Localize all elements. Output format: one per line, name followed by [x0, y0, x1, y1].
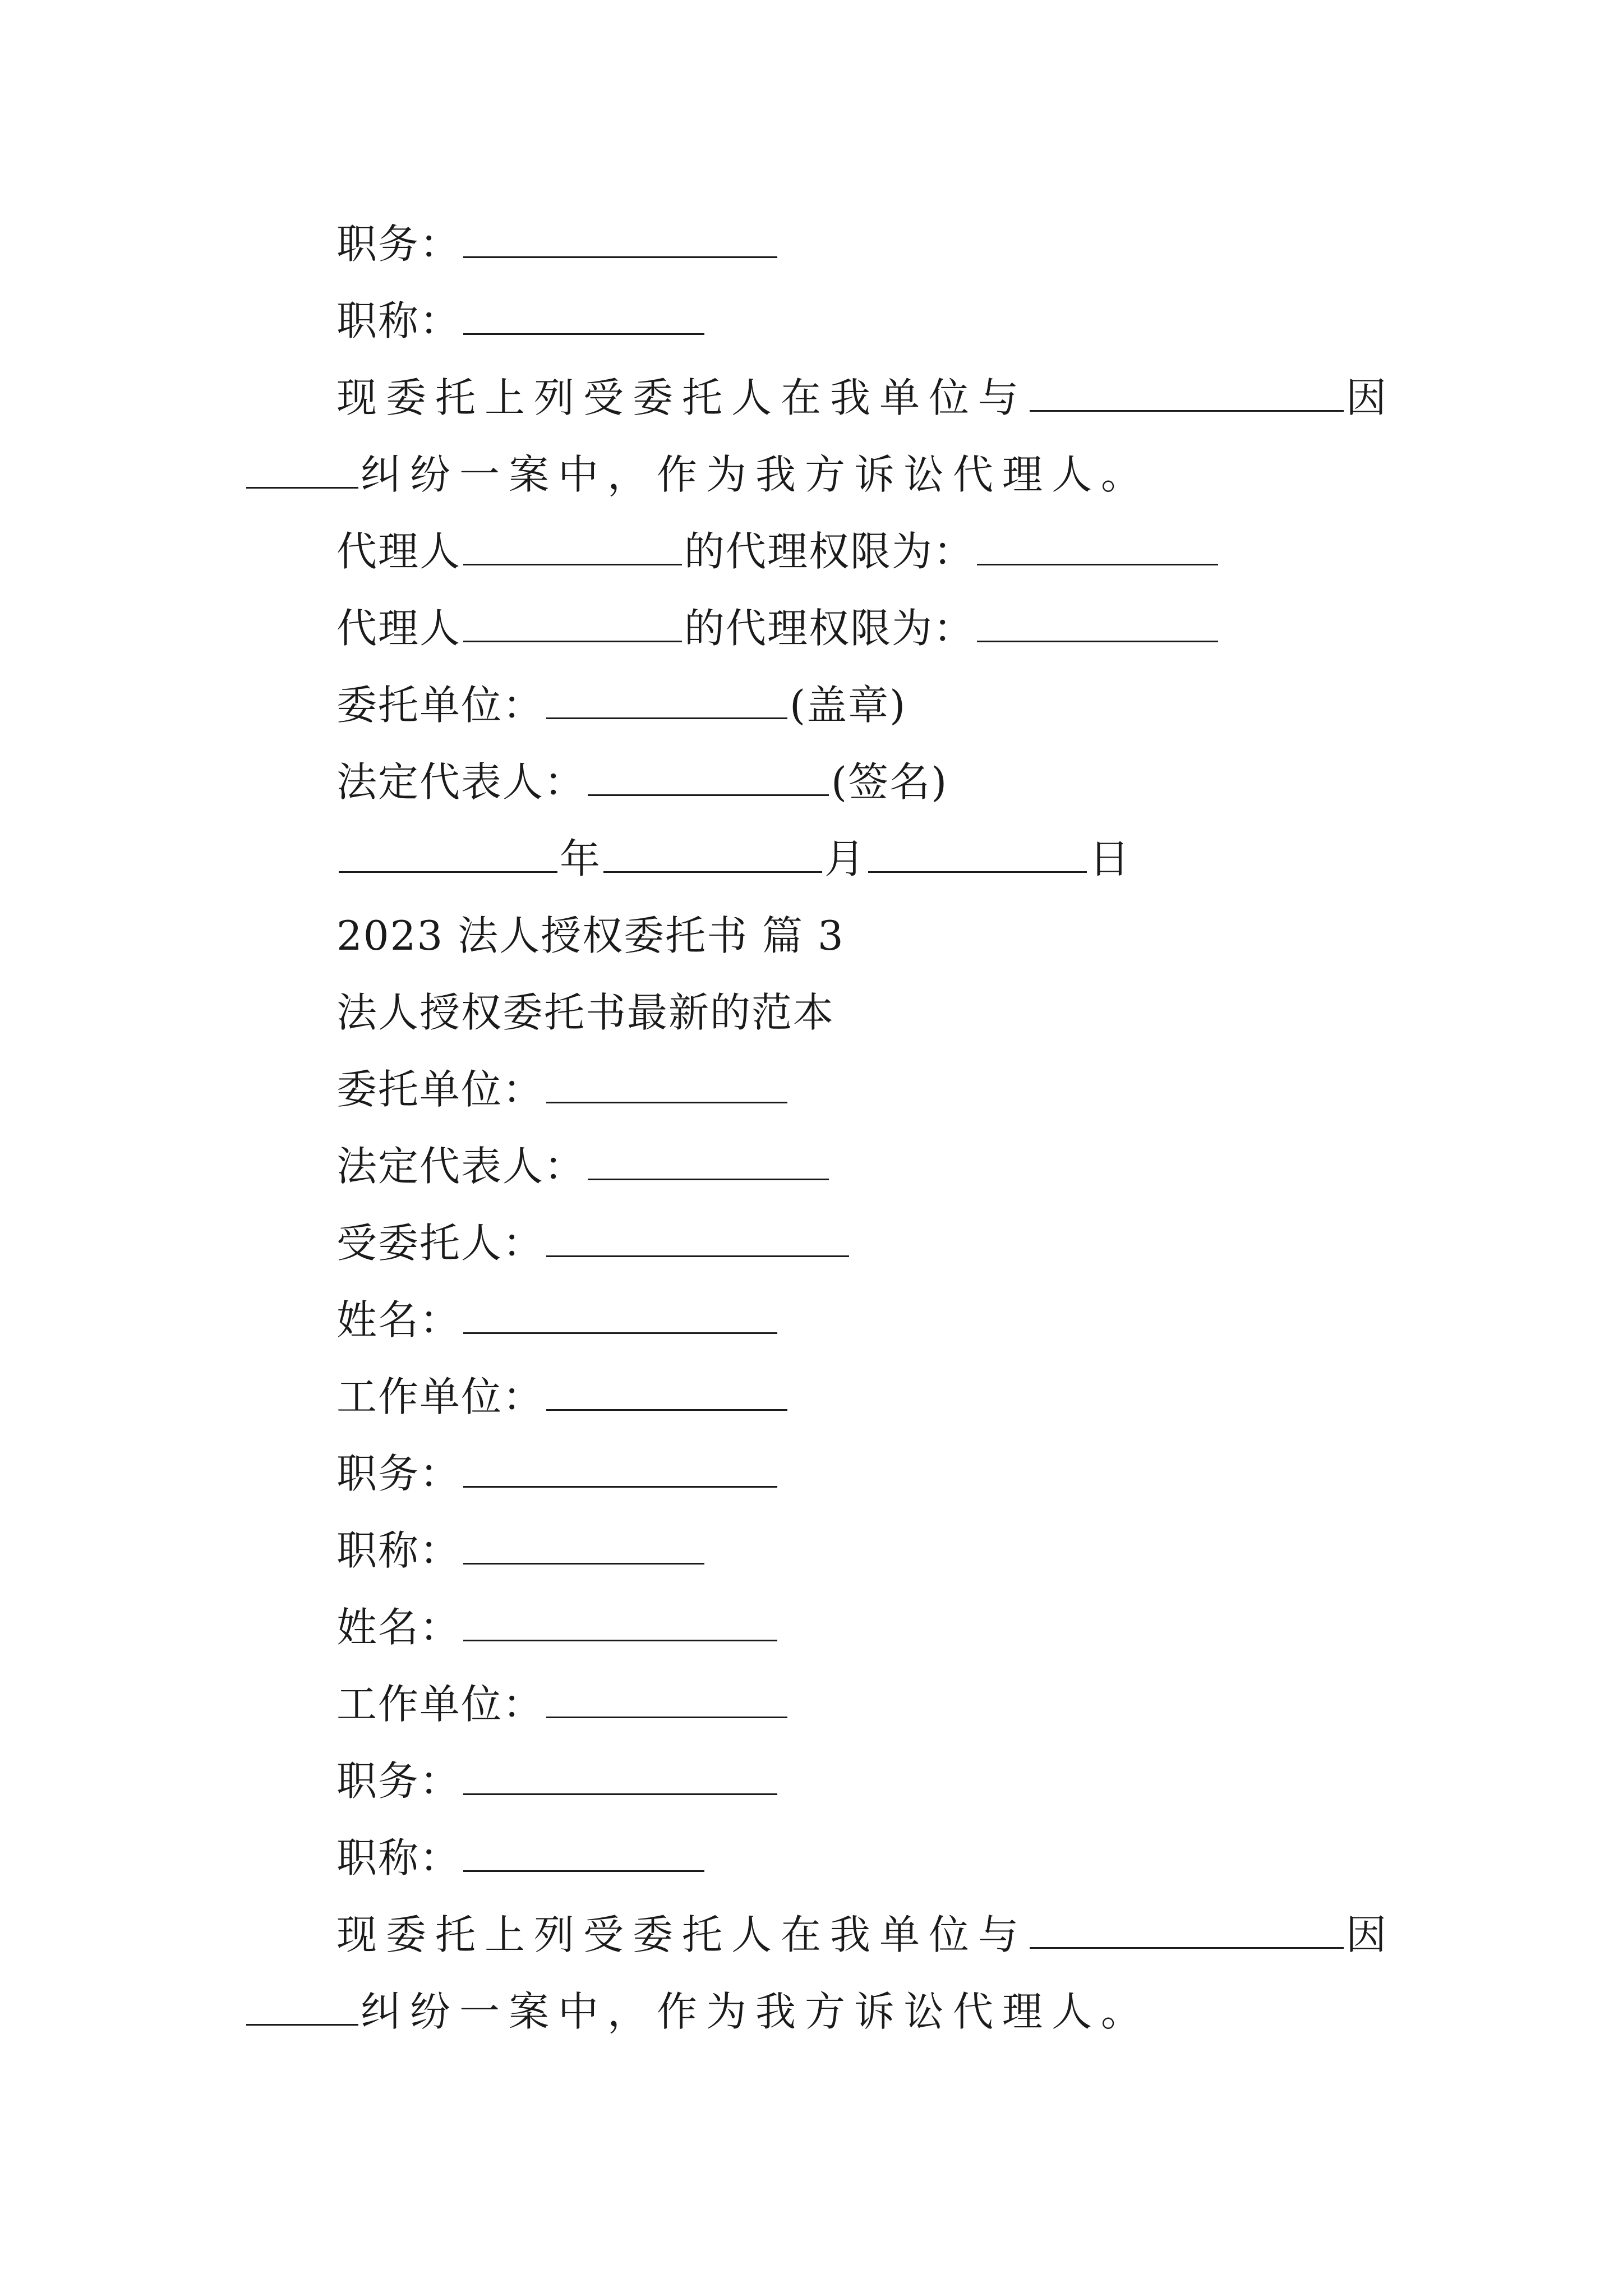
title-label: 职称：	[336, 1527, 462, 1574]
position-label: 职务：	[336, 1757, 462, 1805]
template-heading	[336, 987, 834, 1038]
counterparty-blank[interactable]	[1030, 1911, 1344, 1949]
section-heading-text: 2023 法人授权委托书 篇 3	[336, 912, 845, 959]
agent-authority-line-2	[336, 603, 1220, 654]
agent-label: 代理人	[336, 605, 462, 652]
name-line-1	[336, 1295, 780, 1345]
dispute-cause-blank[interactable]	[246, 1988, 358, 2026]
position-label: 职务：	[336, 220, 462, 268]
trustee-blank[interactable]	[546, 1220, 849, 1257]
title-line-2	[336, 1833, 707, 1883]
name-blank[interactable]	[463, 1296, 777, 1334]
entrusting-unit-blank[interactable]	[546, 1066, 787, 1103]
authority-label: 的代理权限为：	[684, 528, 975, 575]
entrust-statement-line	[336, 372, 1395, 423]
section-heading	[336, 910, 845, 961]
work-unit-label: 工作单位：	[336, 1681, 545, 1728]
entrusting-unit-label: 委托单位：	[336, 682, 545, 729]
position-blank[interactable]	[463, 1450, 777, 1488]
dispute-text: 纠纷一案中，作为我方诉讼代理人。	[361, 1988, 1151, 2035]
seal-note: (盖章)	[790, 682, 907, 729]
title-line	[336, 296, 707, 346]
legal-rep-blank[interactable]	[588, 1143, 829, 1180]
title-blank[interactable]	[463, 1527, 704, 1565]
title-label: 职称：	[336, 1834, 462, 1881]
month-blank[interactable]	[603, 835, 822, 873]
entrusting-unit-seal-line	[336, 680, 906, 730]
year-label: 年	[560, 835, 602, 882]
year-blank[interactable]	[339, 835, 557, 873]
position-line-1	[336, 1448, 780, 1499]
entrusting-unit-line	[336, 1064, 790, 1115]
agent-name-blank[interactable]	[463, 605, 682, 642]
authority-blank[interactable]	[977, 605, 1218, 642]
agent-authority-line-1	[336, 526, 1220, 577]
entrusting-unit-blank[interactable]	[546, 682, 787, 719]
title-blank[interactable]	[463, 1834, 704, 1872]
day-blank[interactable]	[868, 835, 1087, 873]
dispute-line-2	[244, 1986, 1150, 2037]
legal-rep-signature-line	[336, 757, 948, 807]
title-label: 职称：	[336, 297, 462, 344]
authority-label: 的代理权限为：	[684, 605, 975, 652]
dispute-cause-blank[interactable]	[246, 451, 358, 489]
position-label: 职务：	[336, 1450, 462, 1497]
signature-note: (签名)	[831, 758, 948, 806]
legal-rep-line	[336, 1141, 831, 1191]
legal-rep-label: 法定代表人：	[336, 1143, 586, 1190]
entrust-statement-line-2	[336, 1910, 1395, 1960]
name-blank[interactable]	[463, 1604, 777, 1641]
name-label: 姓名：	[336, 1604, 462, 1651]
month-label: 月	[824, 835, 866, 882]
trustee-line	[336, 1218, 851, 1268]
title-line-1	[336, 1525, 707, 1576]
entrust-statement-text: 现委托上列受委托人在我单位与	[336, 1911, 1028, 1958]
work-unit-line-1	[336, 1372, 790, 1422]
day-label: 日	[1089, 835, 1131, 882]
agent-label: 代理人	[336, 528, 462, 575]
dispute-line	[244, 449, 1150, 500]
counterparty-blank[interactable]	[1030, 374, 1344, 412]
position-line	[336, 219, 780, 269]
work-unit-blank[interactable]	[546, 1373, 787, 1411]
title-blank[interactable]	[463, 297, 704, 335]
entrust-statement-text: 现委托上列受委托人在我单位与	[336, 374, 1028, 421]
work-unit-label: 工作单位：	[336, 1373, 545, 1420]
position-blank[interactable]	[463, 1757, 777, 1795]
authority-blank[interactable]	[977, 528, 1218, 565]
position-blank[interactable]	[463, 220, 777, 258]
entrust-statement-cause: 因	[1346, 1911, 1396, 1958]
dispute-text: 纠纷一案中，作为我方诉讼代理人。	[361, 451, 1151, 498]
legal-rep-blank[interactable]	[588, 758, 829, 796]
name-label: 姓名：	[336, 1296, 462, 1343]
date-line	[336, 834, 1131, 884]
agent-name-blank[interactable]	[463, 528, 682, 565]
work-unit-blank[interactable]	[546, 1681, 787, 1718]
entrust-statement-cause: 因	[1346, 374, 1396, 421]
name-line-2	[336, 1602, 780, 1653]
legal-rep-label: 法定代表人：	[336, 758, 586, 806]
template-heading-text: 法人授权委托书最新的范本	[336, 989, 835, 1036]
work-unit-line-2	[336, 1679, 790, 1729]
position-line-2	[336, 1756, 780, 1806]
trustee-label: 受委托人：	[336, 1220, 545, 1267]
entrusting-unit-label: 委托单位：	[336, 1066, 545, 1113]
